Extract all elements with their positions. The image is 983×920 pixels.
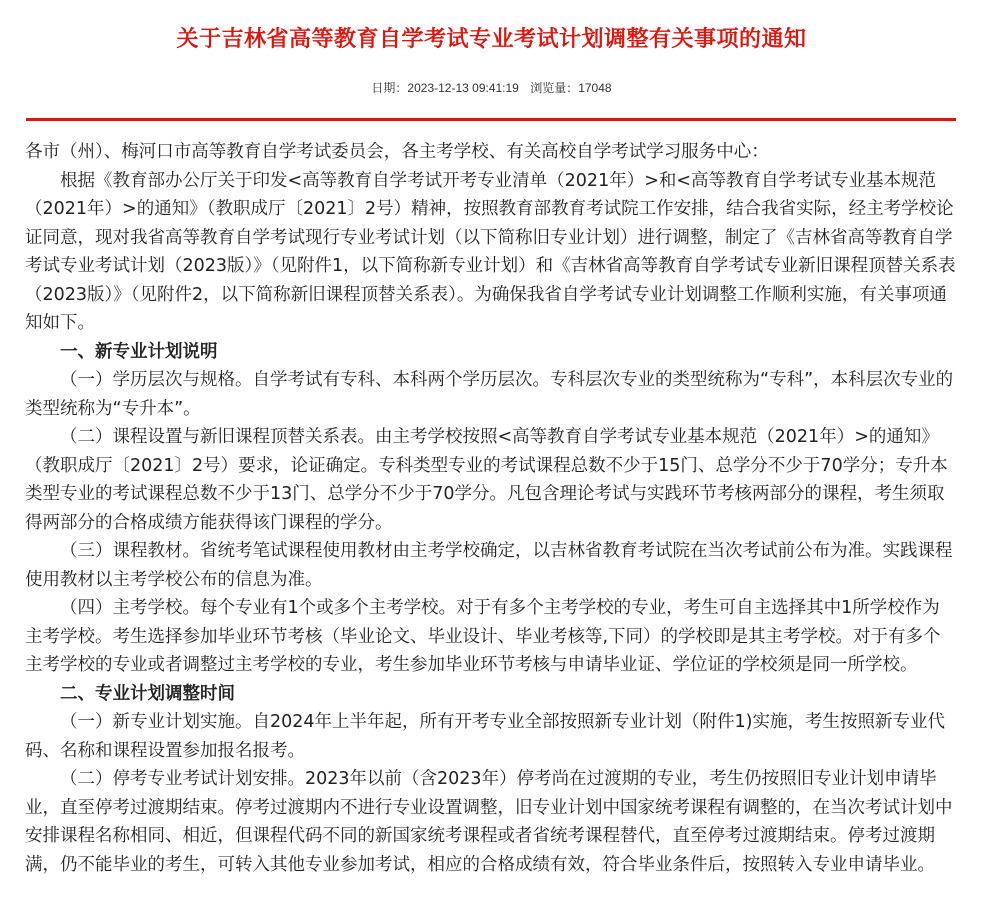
article-meta [0,79,983,96]
view-count: 浏览量：17048 [530,81,612,95]
paragraph-1-4: （四）主考学校。每个专业有1个或多个主考学校。对于有多个主考学校的专业，考生可自主选择其中1所学校作为主考学校。考生选择参加毕业环节考核（毕业论文、毕业设计、毕业考核等,下同）的学校即是其主考学校。对于有多个主考学校的专业或者调整过主考学校的专业，考生参加毕业环节考核与申请毕业证、学位证的学校须是同一所学校。 [25,598,941,675]
article-body [25,138,957,879]
paragraph-1-1: （一）学历层次与规格。自学考试有专科、本科两个学历层次。专科层次专业的类型统称为“专科”，本科层次专业的类型统称为“专升本”。 [25,370,954,419]
title-divider [26,118,956,121]
paragraph-1-2: （二）课程设置与新旧课程顶替关系表。由主考学校按照<高等教育自学考试专业基本规范（2021年）>的通知》（教职成厅〔2021〕2号）要求，论证确定。专科类型专业的考试课程总数不少于15门、总学分不少于70学分；专升本类型专业的考试课程总数不少于13门、总学分不少于70学分。凡包含理论考试与实践环节考核两部分的课程，考生须取得两部分的合格成绩方能获得该门课程的学分。 [25,427,948,533]
salutation: 各市（州）、梅河口市高等教育自学考试委员会，各主考学校、有关高校自学考试学习服务中心： [25,142,769,162]
publish-date: 日期：2023-12-13 09:41:19 [371,81,519,95]
section-heading-2: 二、专业计划调整时间 [60,683,235,704]
section-heading-1: 一、新专业计划说明 [60,341,218,362]
article-title: 关于吉林省高等教育自学考试专业考试计划调整有关事项的通知 [176,27,807,52]
paragraph-2-1: （一）新专业计划实施。自2024年上半年起，所有开考专业全部按照新专业计划（附件1)实施，考生按照新专业代码、名称和课程设置参加报名报考。 [25,712,945,761]
intro-paragraph: 根据《教育部办公厅关于印发<高等教育自学考试开考专业清单（2021年）>和<高等教育自学考试专业基本规范（2021年）>的通知》（教职成厅〔2021〕2号）精神，按照教育部教育考试院工作安排，结合我省实际，经主考学校论证同意，现对我省高等教育自学考试现行专业考试计划（以下简称旧专业计划）进行调整，制定了《吉林省高等教育自学考试专业考试计划（2023版）》（见附件1，以下简称新专业计划）和《吉林省高等教育自学考试专业新旧课程顶替关系表（2023版）》（见附件2，以下简称新旧课程顶替关系表）。为确保我省自学考试专业计划调整工作顺利实施，有关事项通知如下。 [25,170,956,333]
paragraph-2-2: （二）停考专业考试计划安排。2023年以前（含2023年）停考尚在过渡期的专业，考生仍按照旧专业计划申请毕业，直至停考过渡期结束。停考过渡期内不进行专业设置调整，旧专业计划中国家统考课程有调整的，在当次考试计划中安排课程名称相同、相近，但课程代码不同的新国家统考课程或者省统考课程替代，直至停考过渡期结束。停考过渡期满，仍不能毕业的考生，可转入其他专业参加考试，相应的合格成绩有效，符合毕业条件后，按照转入专业申请毕业。 [25,769,953,875]
paragraph-1-3: （三）课程教材。省统考笔试课程使用教材由主考学校确定，以吉林省教育考试院在当次考试前公布为准。实践课程使用教材以主考学校公布的信息为准。 [25,541,953,590]
